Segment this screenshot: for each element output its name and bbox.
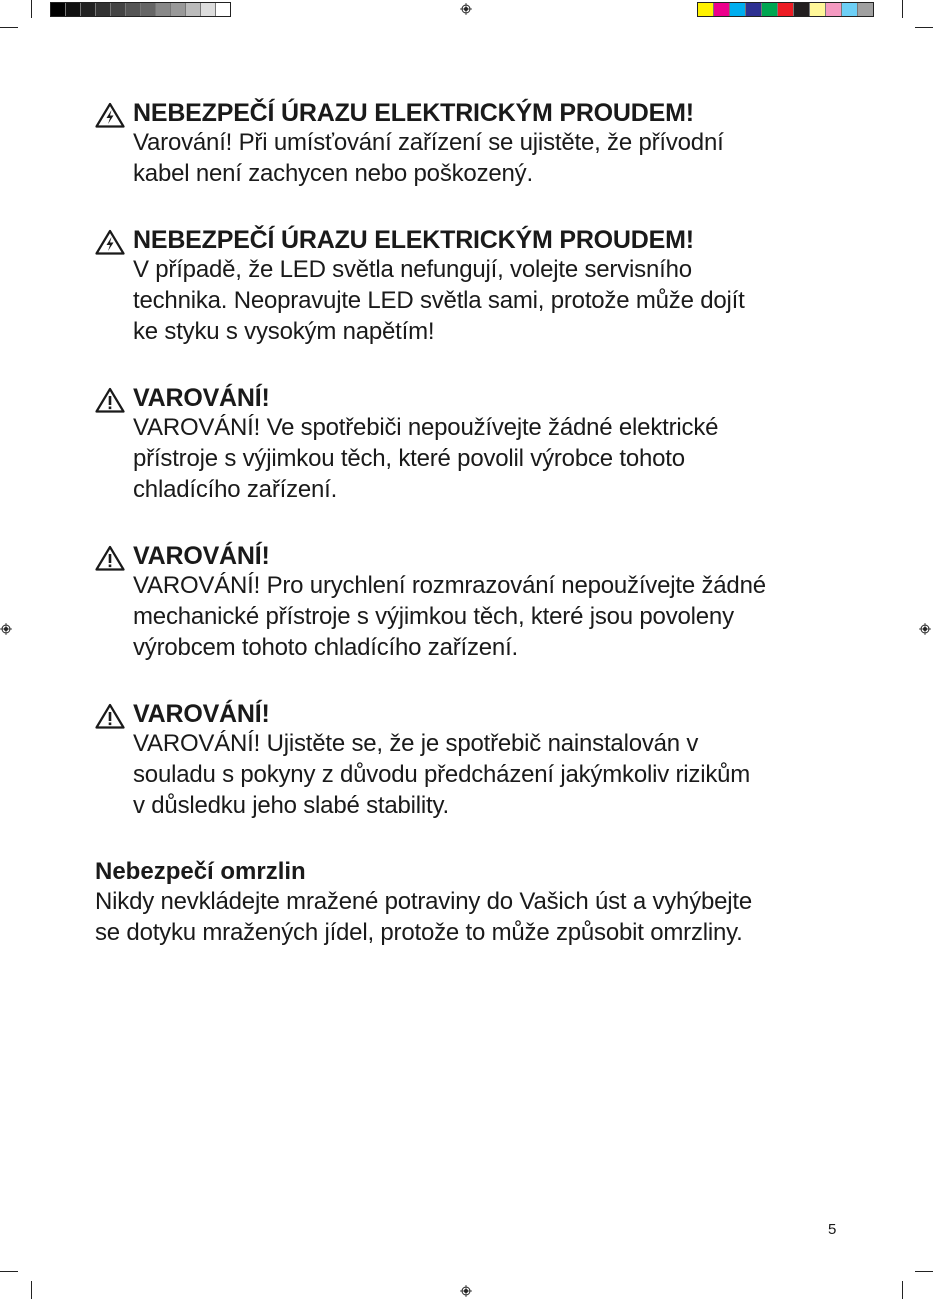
crop-mark	[915, 1271, 933, 1272]
warning-title: VAROVÁNÍ!	[133, 542, 270, 570]
color-swatch	[778, 3, 794, 16]
gray-swatch	[171, 3, 186, 16]
crop-mark	[0, 1271, 18, 1272]
gray-swatch	[216, 3, 230, 16]
safety-instructions	[95, 99, 855, 948]
warning-line: mechanické přístroje s výjimkou těch, které jsou povoleny	[133, 603, 734, 630]
color-swatch	[714, 3, 730, 16]
color-swatch	[794, 3, 810, 16]
warning-line: v důsledku jeho slabé stability.	[133, 792, 450, 819]
gray-swatch	[111, 3, 126, 16]
warning-text	[133, 570, 855, 663]
gray-swatch	[66, 3, 81, 16]
warning-line: souladu s pokyny z důvodu předcházení jakýmkoliv rizikům	[133, 761, 751, 788]
warning-block	[95, 99, 855, 189]
warning-title: NEBEZPEČÍ ÚRAZU ELEKTRICKÝM PROUDEM!	[133, 226, 694, 254]
gray-swatch	[96, 3, 111, 16]
color-swatch	[810, 3, 826, 16]
gray-swatch	[156, 3, 171, 16]
warning-line: VAROVÁNÍ! Ujistěte se, že je spotřebič nainstalován v	[133, 730, 699, 757]
crop-mark	[31, 0, 32, 18]
warning-title: VAROVÁNÍ!	[133, 700, 270, 728]
gray-swatch	[201, 3, 216, 16]
warning-line: ke styku s vysokým napětím!	[133, 318, 435, 345]
color-calibration-bar	[697, 2, 874, 17]
general-warning-icon	[95, 703, 125, 729]
crop-mark	[915, 27, 933, 28]
registration-mark-icon	[0, 623, 12, 635]
warning-list	[95, 99, 855, 821]
frostbite-section	[95, 858, 855, 948]
warning-title: VAROVÁNÍ!	[133, 384, 270, 412]
grayscale-calibration-bar	[50, 2, 231, 17]
warning-line: V případě, že LED světla nefungují, volejte servisního	[133, 256, 692, 283]
crop-mark	[902, 1281, 903, 1299]
registration-mark-icon	[919, 623, 931, 635]
frostbite-line: se dotyku mražených jídel, protože to může způsobit omrzliny.	[95, 919, 743, 946]
general-warning-icon	[95, 545, 125, 571]
warning-block	[95, 700, 855, 821]
color-swatch	[698, 3, 714, 16]
color-swatch	[842, 3, 858, 16]
crop-mark	[902, 0, 903, 18]
warning-text	[133, 127, 855, 189]
electric-shock-warning-icon	[95, 229, 125, 255]
warning-line: technika. Neopravujte LED světla sami, protože může dojít	[133, 287, 745, 314]
page-number: 5	[828, 1221, 837, 1238]
crop-mark	[0, 27, 18, 28]
crop-mark	[31, 1281, 32, 1299]
frostbite-text	[95, 886, 855, 948]
warning-block	[95, 384, 855, 505]
warning-line: chladícího zařízení.	[133, 476, 338, 503]
general-warning-icon	[95, 387, 125, 413]
color-swatch	[858, 3, 873, 16]
warning-text	[133, 254, 855, 347]
color-swatch	[762, 3, 778, 16]
electric-shock-warning-icon	[95, 102, 125, 128]
warning-line: přístroje s výjimkou těch, které povolil výrobce tohoto	[133, 445, 685, 472]
registration-mark-icon	[460, 1285, 472, 1297]
warning-block	[95, 542, 855, 663]
warning-line: Varování! Při umísťování zařízení se ujistěte, že přívodní	[133, 129, 724, 156]
color-swatch	[826, 3, 842, 16]
warning-title: NEBEZPEČÍ ÚRAZU ELEKTRICKÝM PROUDEM!	[133, 99, 694, 127]
frostbite-title: Nebezpečí omrzlin	[95, 858, 306, 885]
registration-mark-icon	[460, 3, 472, 15]
warning-line: výrobcem tohoto chladícího zařízení.	[133, 634, 519, 661]
gray-swatch	[126, 3, 141, 16]
gray-swatch	[186, 3, 201, 16]
gray-swatch	[81, 3, 96, 16]
warning-line: VAROVÁNÍ! Ve spotřebiči nepoužívejte žádné elektrické	[133, 414, 719, 441]
warning-block	[95, 226, 855, 347]
warning-line: VAROVÁNÍ! Pro urychlení rozmrazování nepoužívejte žádné	[133, 572, 766, 599]
gray-swatch	[141, 3, 156, 16]
gray-swatch	[51, 3, 66, 16]
frostbite-line: Nikdy nevkládejte mražené potraviny do Vašich úst a vyhýbejte	[95, 888, 753, 915]
color-swatch	[730, 3, 746, 16]
warning-line: kabel není zachycen nebo poškozený.	[133, 160, 533, 187]
warning-text	[133, 728, 855, 821]
warning-text	[133, 412, 855, 505]
color-swatch	[746, 3, 762, 16]
